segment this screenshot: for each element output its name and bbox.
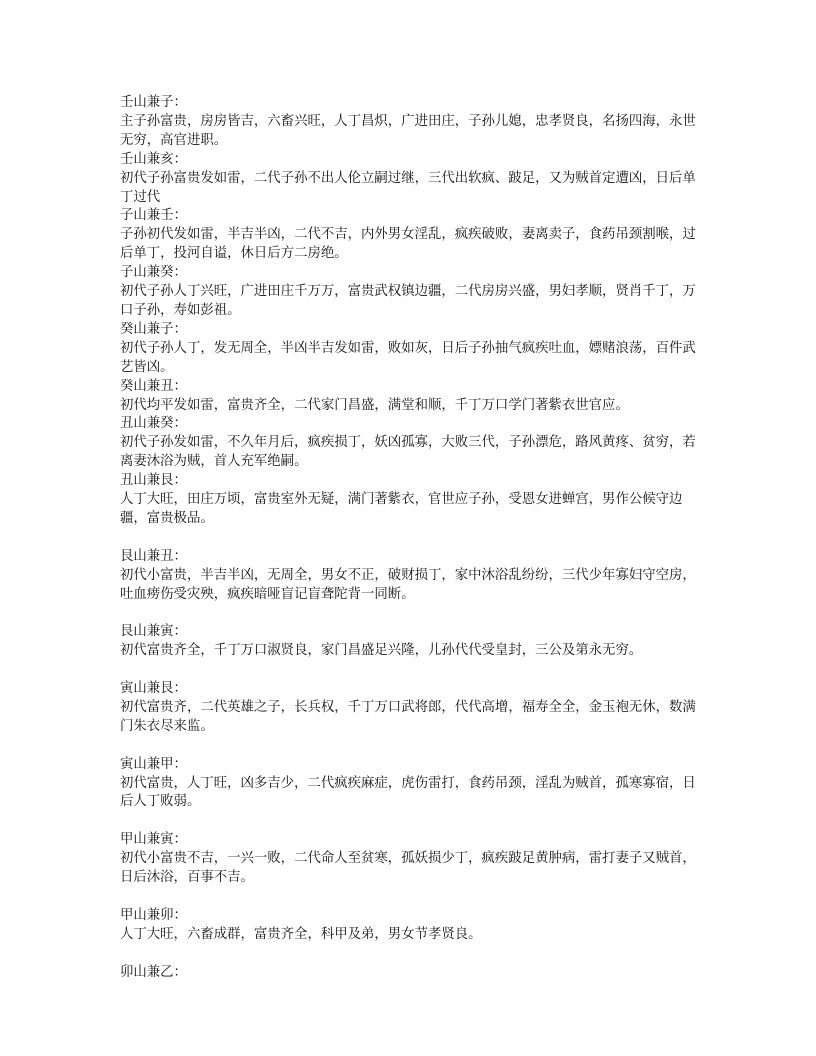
entry-text: 初代子孙发如雷，不久年月后，疯疾损丁，妖凶孤寡，大败三代，子孙漂危，路风黄疼、贫穷，若离妻沐浴为贼，首人充军绝嗣。 [120,435,696,470]
entry-heading: 甲山兼寅： [120,832,187,848]
entry-text: 初代子孙人丁，发无周全，半凶半吉发如雷，败如灰，日后子孙抽气疯疾吐血，嫖赌浪荡，百件武艺皆凶。 [120,340,696,375]
entry-text: 初代富贵齐，二代英雄之子，长兵权，千丁万口武将郎，代代高增，福寿全全，金玉袍无休，数满门朱衣尽来监。 [120,699,696,734]
entry-heading: 壬山兼子： [120,95,187,110]
entry-text: 初代小富贵不吉，一兴一败，二代命人至贫寒，孤妖损少丁，疯疾跛足黄肿病，雷打妻子又贼首，日后沐浴，百事不吉。 [120,851,696,886]
entry-text: 初代均平发如雷，富贵齐全，二代家门昌盛，满堂和顺，千丁万口学门著紫衣世官应。 [120,397,629,413]
entry-gui-zi [120,321,700,378]
entry-jia-yin [120,831,700,888]
entry-chou-gui [120,415,700,472]
entry-zi-gui [120,264,700,321]
entry-chou-gen [120,472,700,529]
entry-gui-chou [120,378,700,416]
entry-yin-gen [120,680,700,737]
entry-heading: 艮山兼寅： [120,624,187,640]
entry-gen-yin [120,623,700,661]
entry-heading: 子山兼壬： [120,208,187,224]
entry-text: 初代富贵，人丁旺，凶多吉少，二代疯疾麻症，虎伤雷打，食药吊颈，淫乱为贼首，孤寒寡宿，日后人丁败弱。 [120,775,696,810]
entry-heading: 甲山兼卯： [120,907,187,923]
entry-heading: 卯山兼乙： [120,964,187,980]
entry-text: 初代小富贵，半吉半凶，无周全，男女不正，破财损丁，家中沐浴乱纷纷，三代少年寡妇守空房，吐血痨伤受灾殃，疯疾暗哑盲记盲聋陀背一同断。 [120,567,696,602]
entry-heading: 癸山兼丑： [120,378,187,394]
entry-text: 人丁大旺，田庄万顷，富贵室外无疑，满门著紫衣，官世应子孙，受恩女进蝉宫，男作公候守边疆，富贵极品。 [120,492,683,526]
entry-text: 初代子孙人丁兴旺，广进田庄千万万，富贵武权镇边疆，二代房房兴盛，男妇孝顺，贤肖千丁，万口子孙，寿如彭祖。 [120,284,696,318]
entry-text: 子孙初代发如雷，半吉半凶，二代不吉，内外男女淫乱，疯疾破败，妻离卖子，食药吊颈割喉，过后单丁，投河自谥，休日后方二房绝。 [120,227,696,262]
entry-gen-chou [120,548,700,605]
entry-heading: 寅山兼甲： [120,756,187,772]
document-page [120,94,700,982]
entry-ren-zi [120,94,700,151]
entry-heading: 丑山兼癸： [120,416,187,432]
entry-mao-yi [120,964,700,983]
entry-zi-ren [120,207,700,264]
entry-yin-jia [120,756,700,813]
entry-heading: 艮山兼丑： [120,548,187,564]
entry-heading: 壬山兼亥： [120,151,187,167]
entry-heading: 癸山兼子： [120,321,187,337]
entry-heading: 丑山兼艮： [120,473,187,489]
entry-ren-hai [120,151,700,208]
entry-text: 人丁大旺，六畜成群，富贵齐全，科甲及弟，男女节孝贤良。 [120,926,482,942]
entry-jia-mao [120,907,700,945]
entry-heading: 寅山兼艮： [120,681,187,697]
entry-text: 初代子孙富贵发如雷，二代子孙不出人伦立嗣过继，三代出软疯、跛足，又为贼首定遭凶，日后单丁过代 [120,170,696,205]
entry-heading: 子山兼癸： [120,265,187,281]
entry-text: 主子孙富贵，房房皆吉，六畜兴旺，人丁昌炽，广进田庄，子孙儿媳，忠孝贤良，名扬四海，永世无穷，高官进职。 [120,113,696,148]
entry-text: 初代富贵齐全，千丁万口淑贤良，家门昌盛足兴隆，儿孙代代受皇封，三公及第永无穷。 [120,643,643,659]
